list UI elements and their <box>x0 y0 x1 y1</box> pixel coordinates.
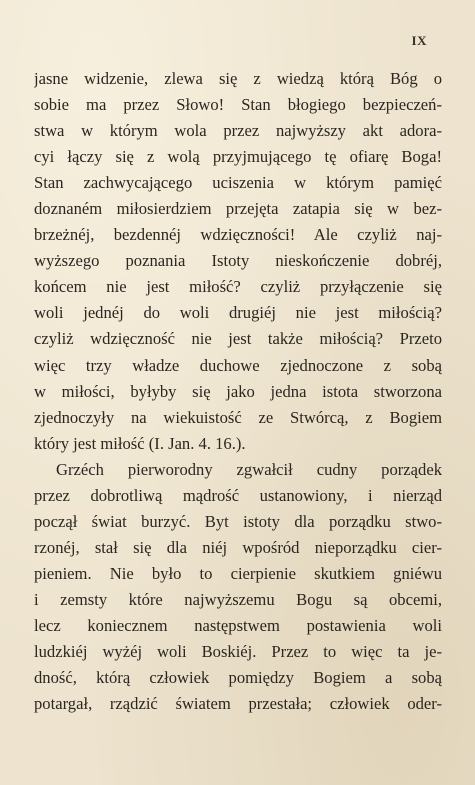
text-line: cyi łączy się z wolą przyjmującego tę ofiarę Boga! <box>34 147 442 167</box>
text-line: Grzéch pierworodny zgwałcił cudny porządek <box>56 459 442 479</box>
text-line: wyższego poznania Istoty nieskończenie dobréj, <box>34 251 442 271</box>
page-number: IX <box>411 33 427 48</box>
text-line: ludzkiéj wyżéj woli Boskiéj. Przez to więc ta je- <box>34 642 442 662</box>
text-line: i zemsty które najwyższemu Bogu są obcemi, <box>34 589 442 609</box>
paragraph-2 <box>34 457 442 717</box>
text-line: stwa w którym wola przez najwyższy akt adora- <box>34 121 442 141</box>
text-line: brzeżnéj, bezdennéj wdzięczności! Ale czyliż naj- <box>34 225 442 245</box>
text-line: w miłości, byłyby się jako jedna istota stworzona <box>34 381 442 401</box>
page-body <box>34 66 442 717</box>
text-line: końcem nie jest miłość? czyliż przyłączenie się <box>34 277 442 297</box>
text-line: doznaném miłosierdziem przejęta zatapia się w bez- <box>34 199 442 219</box>
text-line: zjednoczyły na wiekuistość ze Stwórcą, z Bogiem <box>34 407 442 427</box>
text-line: dność, którą człowiek pomiędzy Bogiem a sobą <box>34 668 442 688</box>
text-line: począł świat burzyć. Byt istoty dla porządku stwo- <box>34 511 442 531</box>
text-line: jasne widzenie, zlewa się z wiedzą którą Bóg o <box>34 69 442 88</box>
text-line: który jest miłość (I. Jan. 4. 16.). <box>34 433 246 453</box>
text-line: więc trzy władze duchowe zjednoczone z sobą <box>34 355 442 375</box>
text-line: rzonéj, stał się dla niéj wpośród nieporządku cier- <box>34 537 442 557</box>
text-line: lecz koniecznem następstwem postawienia woli <box>34 615 442 635</box>
text-line: przez dobrotliwą mądrość ustanowiony, i nierząd <box>34 485 442 505</box>
text-line: sobie ma przez Słowo! Stan błogiego bezpieczeń- <box>34 95 442 115</box>
text-line: pieniem. Nie było to cierpienie skutkiem gniéwu <box>34 563 442 583</box>
text-line: Stan zachwycającego uciszenia w którym pamięć <box>34 173 442 193</box>
text-line: czyliż wdzięczność nie jest także miłością? Przeto <box>34 329 442 349</box>
paragraph-1 <box>34 66 442 457</box>
text-line: woli jednéj do woli drugiéj nie jest miłością? <box>34 303 442 323</box>
text-line: potargał, rządzić światem przestała; człowiek oder- <box>34 694 442 714</box>
